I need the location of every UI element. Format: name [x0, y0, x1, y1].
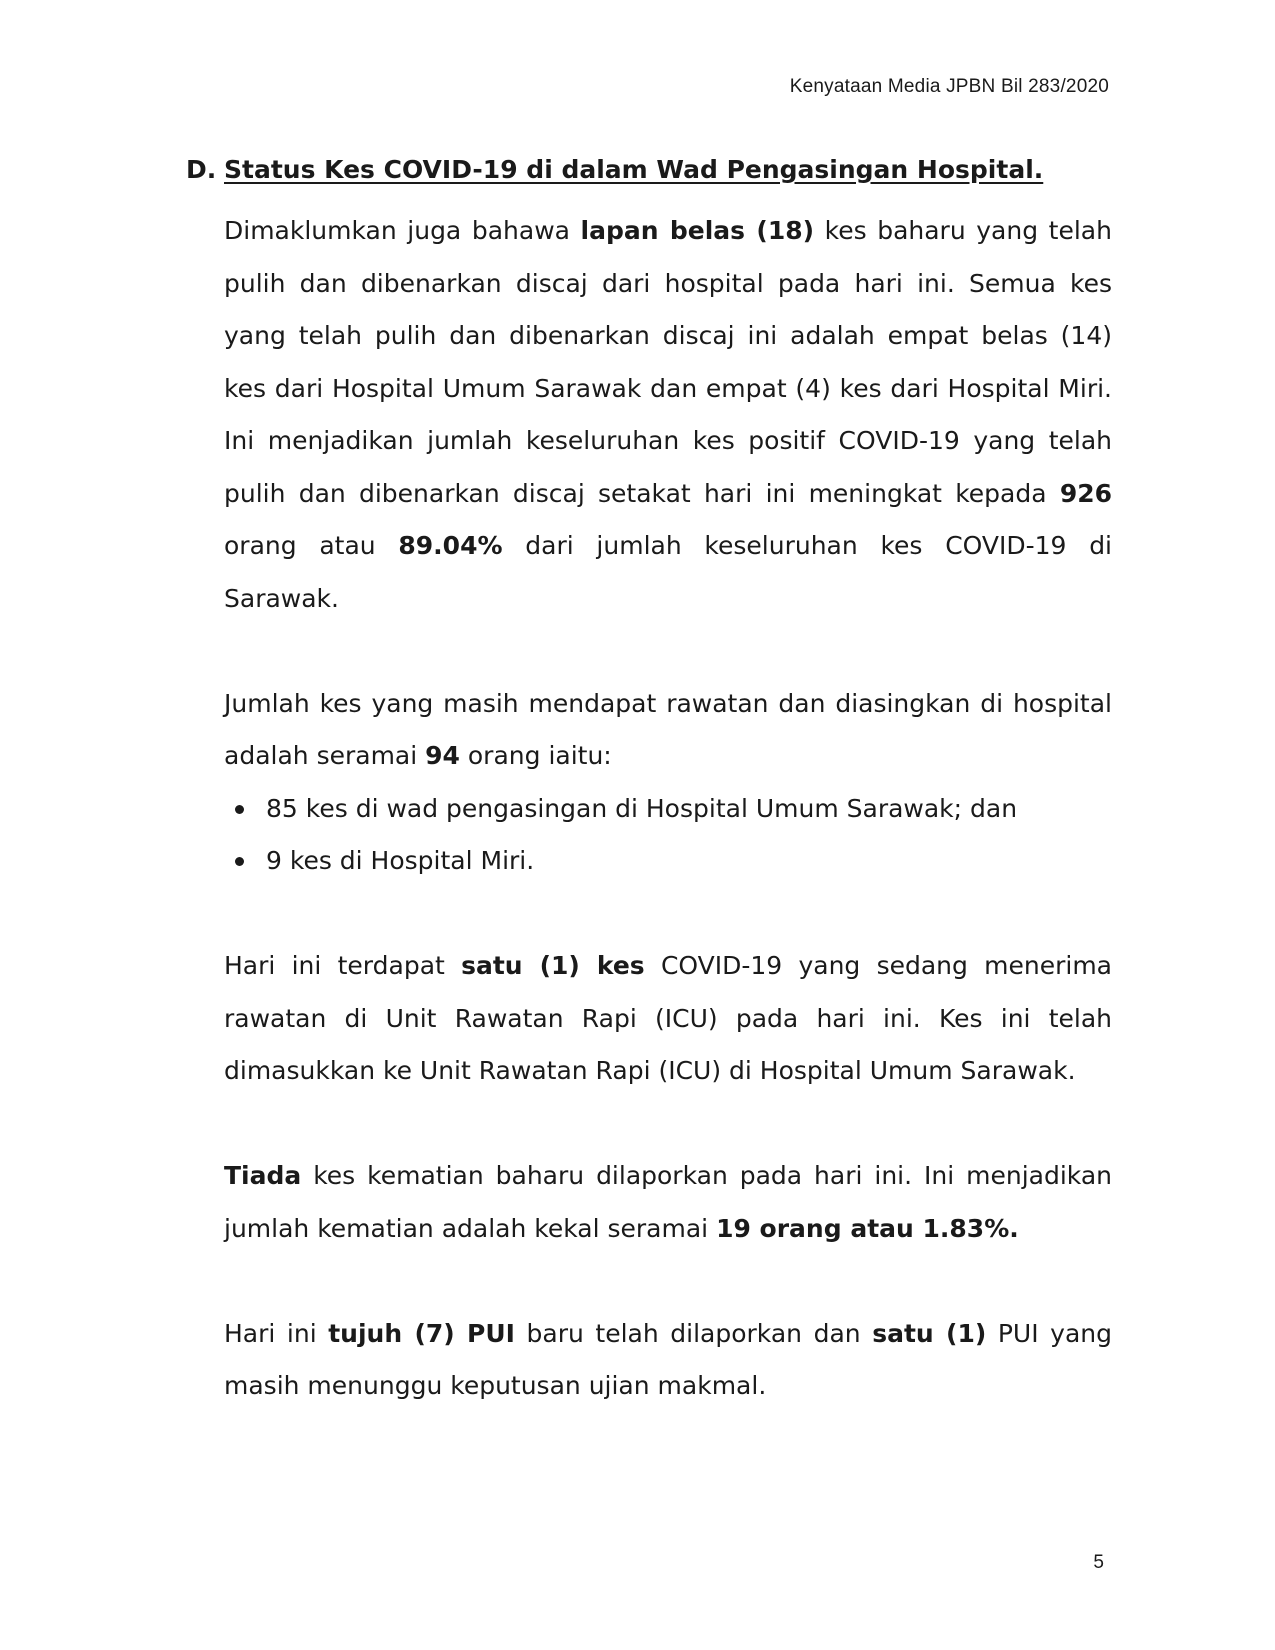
text-segment: orang iaitu:	[459, 741, 612, 770]
list-item	[224, 835, 1112, 888]
text-segment: Hari ini terdapat	[224, 951, 462, 980]
active-cases-list	[224, 783, 1112, 888]
list-item-text: 9 kes di Hospital Miri.	[266, 846, 535, 875]
paragraph-deaths	[224, 1150, 1112, 1255]
bullet-icon	[235, 805, 244, 814]
paragraph-pui	[224, 1308, 1112, 1413]
bullet-icon	[235, 857, 244, 866]
spacer	[224, 888, 1112, 941]
text-segment: baru telah dilaporkan dan	[514, 1318, 873, 1348]
document-body	[224, 205, 1112, 1413]
text-segment: orang atau	[224, 531, 399, 560]
section-title: Status Kes COVID-19 di dalam Wad Pengasingan Hospital.	[224, 155, 1044, 184]
section-letter: D.	[186, 155, 217, 184]
text-segment: PUI yang masih menunggu keputusan ujian makmal.	[224, 1318, 1112, 1400]
paragraph-active-cases	[224, 678, 1112, 783]
section-heading	[186, 155, 1043, 184]
list-item	[224, 783, 1112, 836]
bold-no-deaths: Tiada	[224, 1161, 302, 1190]
paragraph-icu-cases	[224, 940, 1112, 1098]
bold-icu-count: satu (1) kes	[461, 951, 645, 980]
text-segment: kes kematian baharu dilaporkan pada hari ini. Ini menjadikan jumlah kematian adalah kekal seramai	[224, 1161, 1112, 1243]
bold-death-total: 19 orang atau 1.83%.	[716, 1213, 1019, 1243]
bold-new-pui: tujuh (7) PUI	[328, 1318, 515, 1348]
bold-total-recovered: 926	[1059, 478, 1112, 508]
bold-recovery-rate: 89.04%	[398, 531, 503, 560]
text-segment: kes baharu yang telah pulih dan dibenarkan discaj dari hospital pada hari ini. Semua kes yang telah pulih dan dibenarkan discaj ini adalah empat belas (14) kes dari Hospital Umum Sarawak dan empat (4) kes dari Hospital Miri. Ini menjadikan jumlah keseluruhan kes positif COVID-19 yang telah pulih dan dibenarkan discaj setakat hari ini meningkat kepada	[224, 216, 1112, 508]
text-segment: dari jumlah keseluruhan kes COVID-19 di Sarawak.	[224, 531, 1113, 613]
text-segment: COVID-19 yang sedang menerima rawatan di Unit Rawatan Rapi (ICU) pada hari ini. Kes ini telah dimasukkan ke Unit Rawatan Rapi (ICU) di Hospital Umum Sarawak.	[224, 951, 1112, 1085]
page-number: 5	[1093, 1552, 1104, 1573]
bold-pending-pui: satu (1)	[872, 1318, 987, 1348]
list-item-text: 85 kes di wad pengasingan di Hospital Umum Sarawak; dan	[266, 793, 1018, 823]
document-reference: Kenyataan Media JPBN Bil 283/2020	[789, 76, 1109, 97]
text-segment: Dimaklumkan juga bahawa	[224, 216, 581, 245]
text-segment: Jumlah kes yang masih mendapat rawatan dan diasingkan di hospital adalah seramai	[224, 688, 1112, 770]
bold-active-count: 94	[425, 741, 460, 770]
text-segment: Hari ini	[224, 1318, 329, 1348]
paragraph-recovered-cases	[224, 205, 1112, 625]
bold-recovered-count: lapan belas (18)	[580, 216, 815, 245]
